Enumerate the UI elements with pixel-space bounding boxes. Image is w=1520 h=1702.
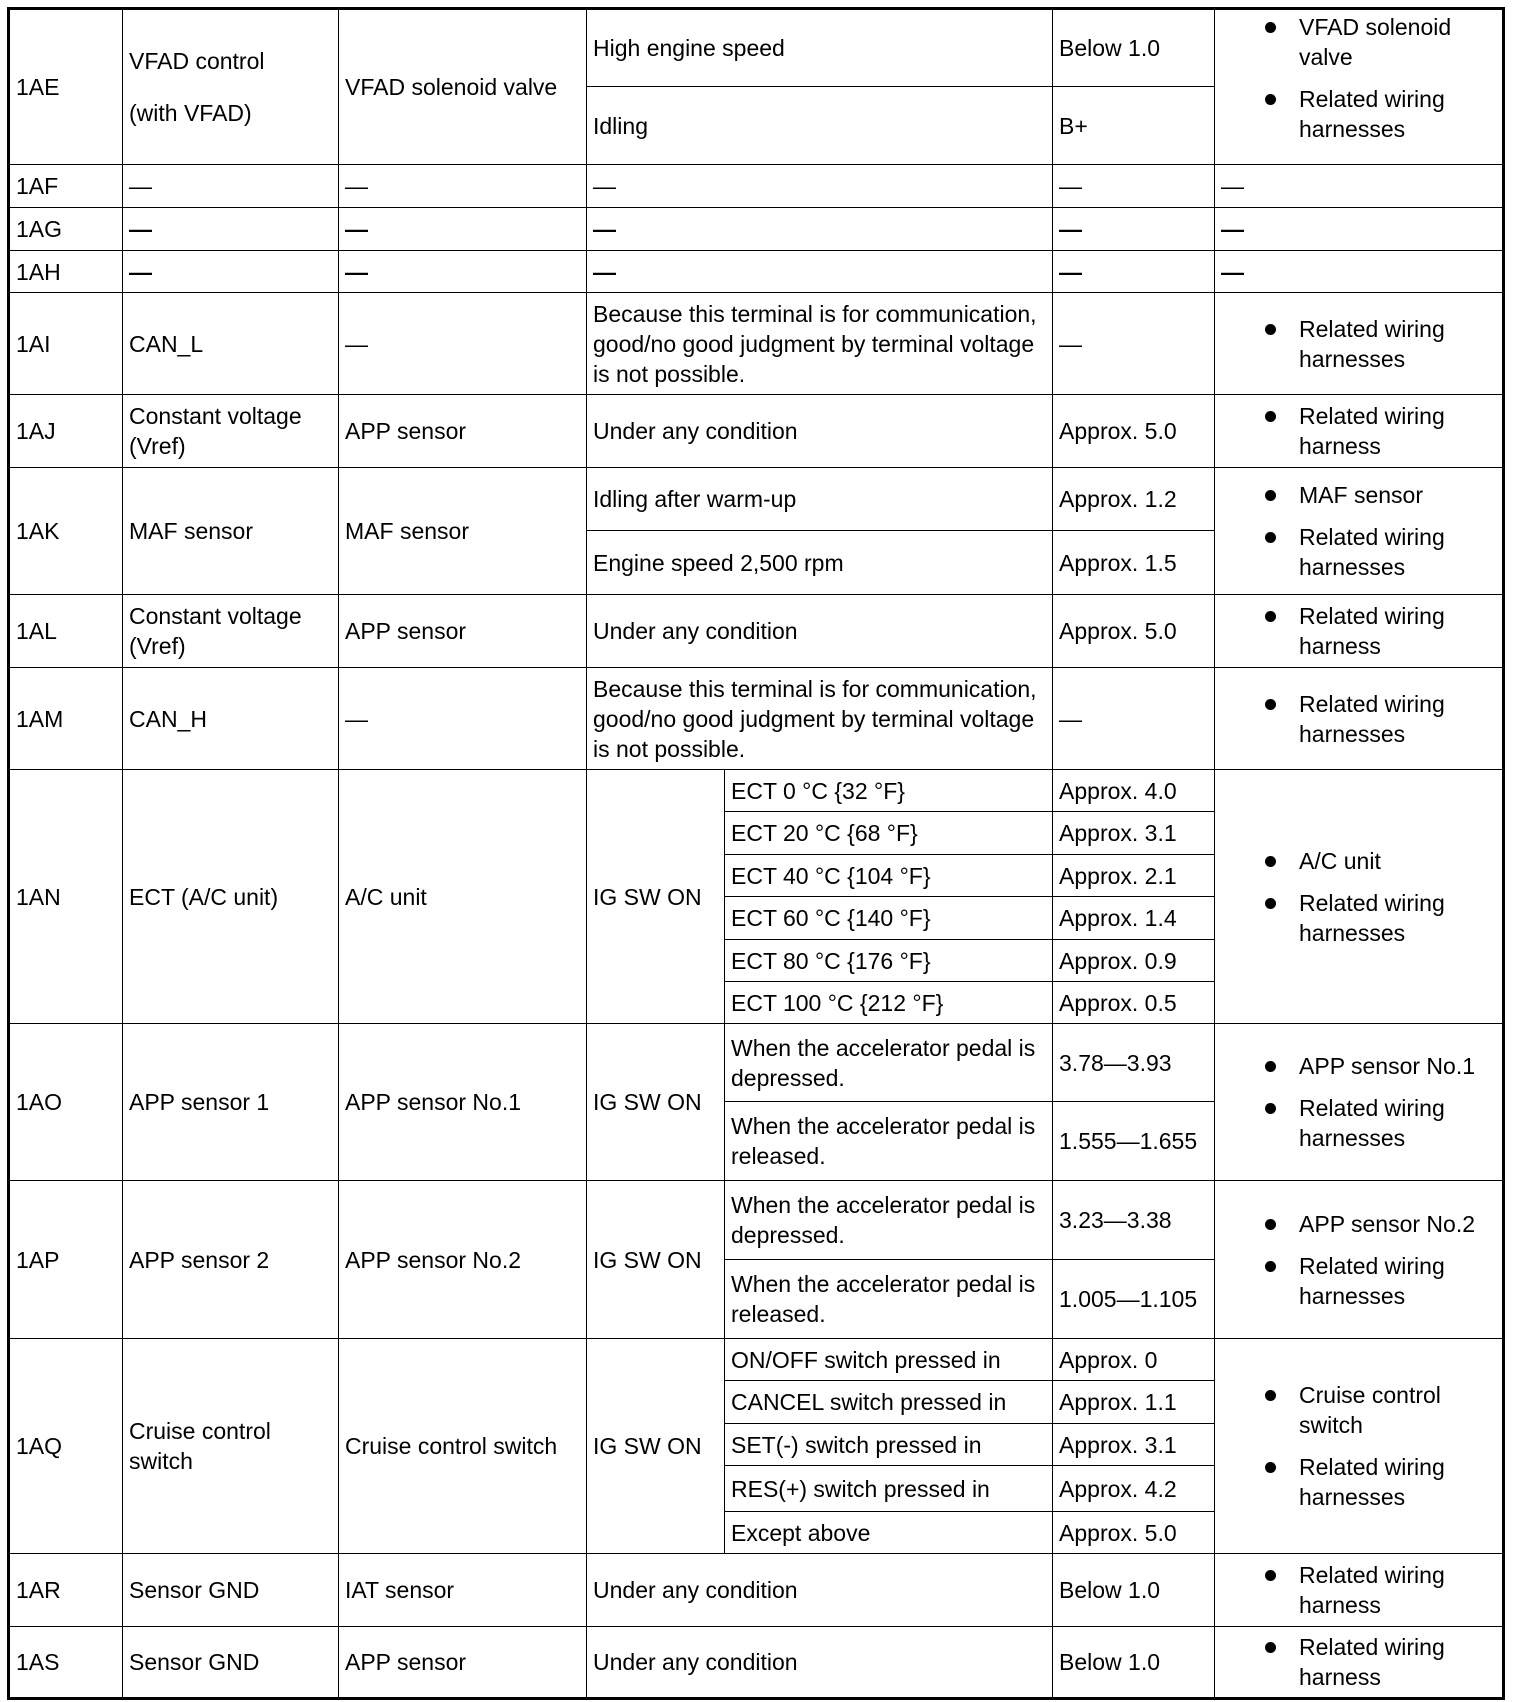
signal-cell: APP sensor 2 [123,1181,339,1339]
condition-cell: Except above [725,1512,1053,1554]
remarks-cell [1215,770,1504,1024]
connected-to-cell: Cruise control switch [339,1339,587,1554]
signal-cell: MAF sensor [123,468,339,595]
signal-cell: CAN_L [123,293,339,395]
condition-group-cell: IG SW ON [587,1181,725,1339]
voltage-cell: Approx. 4.0 [1053,770,1215,812]
table-row [9,293,1504,395]
voltage-cell: B+ [1053,87,1215,165]
condition-cell: ON/OFF switch pressed in [725,1339,1053,1381]
remarks-list [1221,12,1496,144]
remarks-cell [1215,1554,1504,1627]
voltage-cell: Approx. 5.0 [1053,395,1215,468]
connected-to-cell: — [339,208,587,251]
condition-cell: Because this terminal is for communication, good/no good judgment by terminal voltage is not possible. [587,668,1053,770]
remarks-list [1221,689,1496,749]
condition-cell: ECT 0 °C {32 °F} [725,770,1053,812]
table-row [9,668,1504,770]
remarks-cell [1215,595,1504,668]
remark-item: APP sensor No.1 [1261,1051,1496,1081]
remarks-cell: — [1215,208,1504,251]
remarks-list [1221,480,1496,582]
remark-item: MAF sensor [1261,480,1496,510]
condition-group-cell: IG SW ON [587,1339,725,1554]
terminal-cell: 1AP [9,1181,123,1339]
terminal-cell: 1AQ [9,1339,123,1554]
connected-to-cell: — [339,293,587,395]
voltage-cell: — [1053,208,1215,251]
signal-cell: Constant voltage (Vref) [123,595,339,668]
condition-cell: Under any condition [587,1554,1053,1627]
condition-cell: Engine speed 2,500 rpm [587,531,1053,595]
signal-cell: Cruise control switch [123,1339,339,1554]
connected-to-cell: MAF sensor [339,468,587,595]
connected-to-cell: VFAD solenoid valve [339,9,587,165]
voltage-cell: Approx. 0.9 [1053,940,1215,982]
signal-cell: — [123,251,339,293]
remarks-list [1221,846,1496,948]
remark-item: Related wiring harness [1261,1632,1496,1692]
connected-to-cell: — [339,165,587,208]
remark-item: Related wiring harnesses [1261,314,1496,374]
terminal-cell: 1AK [9,468,123,595]
remark-item: Related wiring harnesses [1261,689,1496,749]
remarks-list [1221,1209,1496,1311]
voltage-cell: — [1053,251,1215,293]
terminal-cell: 1AS [9,1627,123,1699]
remarks-list [1221,1632,1496,1692]
voltage-cell: Approx. 1.1 [1053,1381,1215,1424]
condition-cell: Under any condition [587,1627,1053,1699]
connected-to-cell: APP sensor No.1 [339,1024,587,1181]
terminal-cell: 1AJ [9,395,123,468]
terminal-cell: 1AG [9,208,123,251]
voltage-cell: Approx. 1.2 [1053,468,1215,531]
table-row [9,595,1504,668]
table-row [9,251,1504,293]
table-row [9,9,1504,87]
remarks-list [1221,1051,1496,1153]
voltage-cell: Approx. 4.2 [1053,1466,1215,1512]
remarks-cell: — [1215,165,1504,208]
voltage-cell: Approx. 1.4 [1053,897,1215,940]
terminal-cell: 1AH [9,251,123,293]
condition-cell: When the accelerator pedal is released. [725,1260,1053,1339]
condition-cell: High engine speed [587,9,1053,87]
voltage-cell: Approx. 0.5 [1053,982,1215,1024]
voltage-cell: 3.78—3.93 [1053,1024,1215,1102]
remarks-list [1221,401,1496,461]
condition-cell: ECT 100 °C {212 °F} [725,982,1053,1024]
remark-item: Related wiring harness [1261,601,1496,661]
voltage-cell: Approx. 2.1 [1053,855,1215,897]
remark-item: Related wiring harnesses [1261,1093,1496,1153]
remark-item: VFAD solenoid valve [1261,12,1496,72]
remarks-cell [1215,668,1504,770]
condition-cell: ECT 60 °C {140 °F} [725,897,1053,940]
remarks-cell [1215,1181,1504,1339]
condition-cell: — [587,251,1053,293]
voltage-cell: Approx. 0 [1053,1339,1215,1381]
remarks-cell [1215,1627,1504,1699]
terminal-voltage-table [7,7,1505,1700]
remarks-list [1221,601,1496,661]
remarks-list [1221,314,1496,374]
table-row [9,395,1504,468]
condition-cell: CANCEL switch pressed in [725,1381,1053,1424]
connected-to-cell: IAT sensor [339,1554,587,1627]
connected-to-cell: APP sensor [339,595,587,668]
remark-item: Related wiring harnesses [1261,84,1496,144]
condition-cell: Under any condition [587,595,1053,668]
voltage-cell: — [1053,668,1215,770]
voltage-cell: — [1053,293,1215,395]
signal-cell: VFAD control (with VFAD) [123,9,339,165]
condition-group-cell: IG SW ON [587,1024,725,1181]
signal-cell: Constant voltage (Vref) [123,395,339,468]
remarks-cell [1215,1024,1504,1181]
remarks-cell [1215,468,1504,595]
terminal-cell: 1AM [9,668,123,770]
remark-item: Related wiring harnesses [1261,1251,1496,1311]
condition-cell: Idling after warm-up [587,468,1053,531]
terminal-cell: 1AN [9,770,123,1024]
terminal-cell: 1AF [9,165,123,208]
connected-to-cell: A/C unit [339,770,587,1024]
terminal-cell: 1AL [9,595,123,668]
condition-group-cell: IG SW ON [587,770,725,1024]
table-row [9,1627,1504,1699]
condition-cell: ECT 80 °C {176 °F} [725,940,1053,982]
voltage-cell: — [1053,165,1215,208]
condition-cell: RES(+) switch pressed in [725,1466,1053,1512]
remarks-cell: — [1215,251,1504,293]
table-row [9,1339,1504,1381]
signal-cell: Sensor GND [123,1627,339,1699]
voltage-cell: Approx. 3.1 [1053,1424,1215,1466]
terminal-cell: 1AR [9,1554,123,1627]
connected-to-cell: APP sensor [339,1627,587,1699]
table-row [9,208,1504,251]
terminal-cell: 1AI [9,293,123,395]
signal-cell: CAN_H [123,668,339,770]
condition-cell: When the accelerator pedal is depressed. [725,1181,1053,1260]
condition-cell: When the accelerator pedal is released. [725,1102,1053,1181]
signal-cell: ECT (A/C unit) [123,770,339,1024]
remarks-cell [1215,293,1504,395]
connected-to-cell: — [339,251,587,293]
table-row [9,165,1504,208]
remark-item: Related wiring harness [1261,1560,1496,1620]
condition-cell: Because this terminal is for communication, good/no good judgment by terminal voltage is not possible. [587,293,1053,395]
table-row [9,1024,1504,1102]
signal-cell: APP sensor 1 [123,1024,339,1181]
terminal-cell: 1AO [9,1024,123,1181]
voltage-cell: 3.23—3.38 [1053,1181,1215,1260]
voltage-cell: 1.005—1.105 [1053,1260,1215,1339]
condition-cell: ECT 20 °C {68 °F} [725,812,1053,855]
remarks-cell [1215,1339,1504,1554]
connected-to-cell: — [339,668,587,770]
condition-cell: SET(-) switch pressed in [725,1424,1053,1466]
condition-cell: — [587,165,1053,208]
voltage-cell: Approx. 5.0 [1053,1512,1215,1554]
voltage-cell: Approx. 1.5 [1053,531,1215,595]
voltage-cell: 1.555—1.655 [1053,1102,1215,1181]
voltage-cell: Below 1.0 [1053,9,1215,87]
condition-cell: ECT 40 °C {104 °F} [725,855,1053,897]
condition-cell: — [587,208,1053,251]
remark-item: Related wiring harness [1261,401,1496,461]
remark-item: Cruise control switch [1261,1380,1496,1440]
remark-item: Related wiring harnesses [1261,888,1496,948]
condition-cell: Under any condition [587,395,1053,468]
voltage-cell: Approx. 3.1 [1053,812,1215,855]
remarks-list [1221,1380,1496,1512]
table-row [9,1181,1504,1260]
remark-item: Related wiring harnesses [1261,1452,1496,1512]
remarks-cell [1215,9,1504,165]
voltage-cell: Approx. 5.0 [1053,595,1215,668]
terminal-cell: 1AE [9,9,123,165]
remark-item: A/C unit [1261,846,1496,876]
condition-cell: Idling [587,87,1053,165]
remark-item: APP sensor No.2 [1261,1209,1496,1239]
remarks-list [1221,1560,1496,1620]
connected-to-cell: APP sensor [339,395,587,468]
table-row [9,770,1504,812]
signal-cell: — [123,165,339,208]
remarks-cell [1215,395,1504,468]
table-row [9,468,1504,531]
connected-to-cell: APP sensor No.2 [339,1181,587,1339]
signal-cell: Sensor GND [123,1554,339,1627]
condition-cell: When the accelerator pedal is depressed. [725,1024,1053,1102]
table-row [9,1554,1504,1627]
remark-item: Related wiring harnesses [1261,522,1496,582]
voltage-cell: Below 1.0 [1053,1554,1215,1627]
voltage-cell: Below 1.0 [1053,1627,1215,1699]
signal-cell: — [123,208,339,251]
